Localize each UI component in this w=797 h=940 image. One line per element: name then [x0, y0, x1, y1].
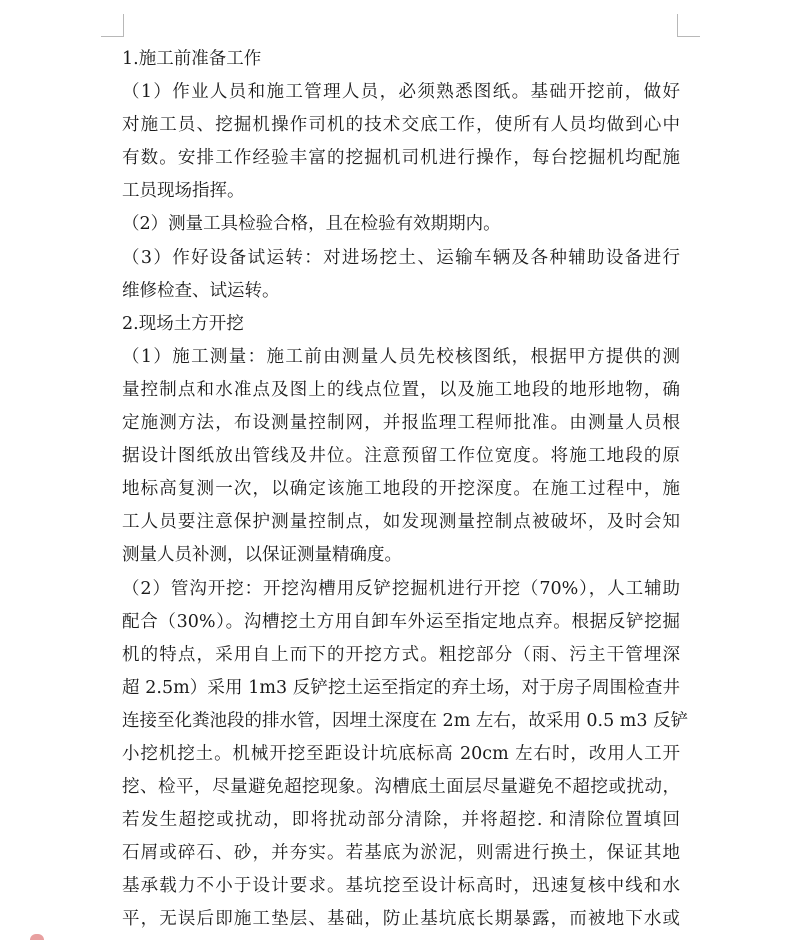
paragraph-line: 小挖机挖土。机械开挖至距设计坑底标高 20cm 左右时，改用人工开	[122, 743, 680, 764]
paragraph-line: 维修检查、试运转。	[122, 280, 280, 301]
paragraph-line: 机的特点，采用自上而下的开挖方式。粗挖部分（雨、污主干管埋深	[122, 644, 680, 665]
paragraph-line: （3）作好设备试运转：对进场挖土、运输车辆及各种辅助设备进行	[122, 247, 680, 268]
paragraph-line: 工员现场指挥。	[122, 181, 245, 202]
paragraph-line: 石屑或碎石、砂，并夯实。若基底为淤泥，则需进行换土，保证其地	[122, 843, 680, 864]
paragraph-line: 据设计图纸放出管线及井位。注意预留工作位宽度。将施工地段的原	[122, 446, 680, 467]
paragraph-line: 基承载力不小于设计要求。基坑挖至设计标高时，迅速复核中线和水	[122, 876, 680, 897]
paragraph-line: 地标高复测一次，以确定该施工地段的开挖深度。在施工过程中，施	[122, 479, 680, 500]
page-corner-mark-top-left	[101, 14, 124, 37]
paragraph-line: 若发生超挖或扰动，即将扰动部分清除，并将超挖. 和清除位置填回	[122, 810, 680, 831]
paragraph-line: 定施测方法，布设测量控制网，并报监理工程师批准。由测量人员根	[122, 413, 680, 434]
paragraph-line: （2）测量工具检验合格，且在检验有效期期内。	[122, 214, 501, 235]
paragraph-line: （1）作业人员和施工管理人员，必须熟悉图纸。基础开挖前，做好	[122, 82, 680, 103]
paragraph-line: 挖、检平，尽量避免超挖现象。沟槽底土面层尽量避免不超挖或扰动，	[122, 777, 680, 798]
paragraph-line: （1）施工测量：施工前由测量人员先校核图纸，根据甲方提供的测	[122, 346, 680, 367]
paragraph-line: （2）管沟开挖：开挖沟槽用反铲挖掘机进行开挖（70%），人工辅助	[122, 578, 680, 599]
paragraph-line: 量控制点和水准点及图上的线点位置，以及施工地段的地形地物，确	[122, 379, 680, 400]
paragraph-line: 对施工员、挖掘机操作司机的技术交底工作，使所有人员均做到心中	[122, 115, 680, 136]
paragraph-line: 配合（30%）。沟槽挖土方用自卸车外运至指定地点弃。根据反铲挖掘	[122, 611, 680, 632]
paragraph-line: 有数。安排工作经验丰富的挖掘机司机进行操作，每台挖掘机均配施	[122, 148, 680, 169]
paragraph-line: 测量人员补测，以保证测量精确度。	[122, 545, 402, 566]
page-corner-mark-top-right	[677, 14, 700, 37]
paragraph-line: 超 2.5m）采用 1m3 反铲挖土运至指定的弃土场，对于房子周围检查井	[122, 677, 680, 698]
heading-excavation: 2.现场土方开挖	[122, 313, 244, 334]
paragraph-line: 工人员要注意保护测量控制点，如发现测量控制点被破坏，及时会知	[122, 512, 680, 533]
heading-preparation: 1.施工前准备工作	[122, 49, 262, 69]
paragraph-line: 连接至化粪池段的排水管，因埋土深度在 2m 左右，故采用 0.5 m3 反铲	[122, 710, 689, 731]
red-marker-decoration	[30, 934, 44, 940]
document-body[interactable]	[122, 43, 689, 937]
paragraph-line: 平，无误后即施工垫层、基础，防止基坑底长期暴露，而被地下水或	[122, 909, 680, 930]
